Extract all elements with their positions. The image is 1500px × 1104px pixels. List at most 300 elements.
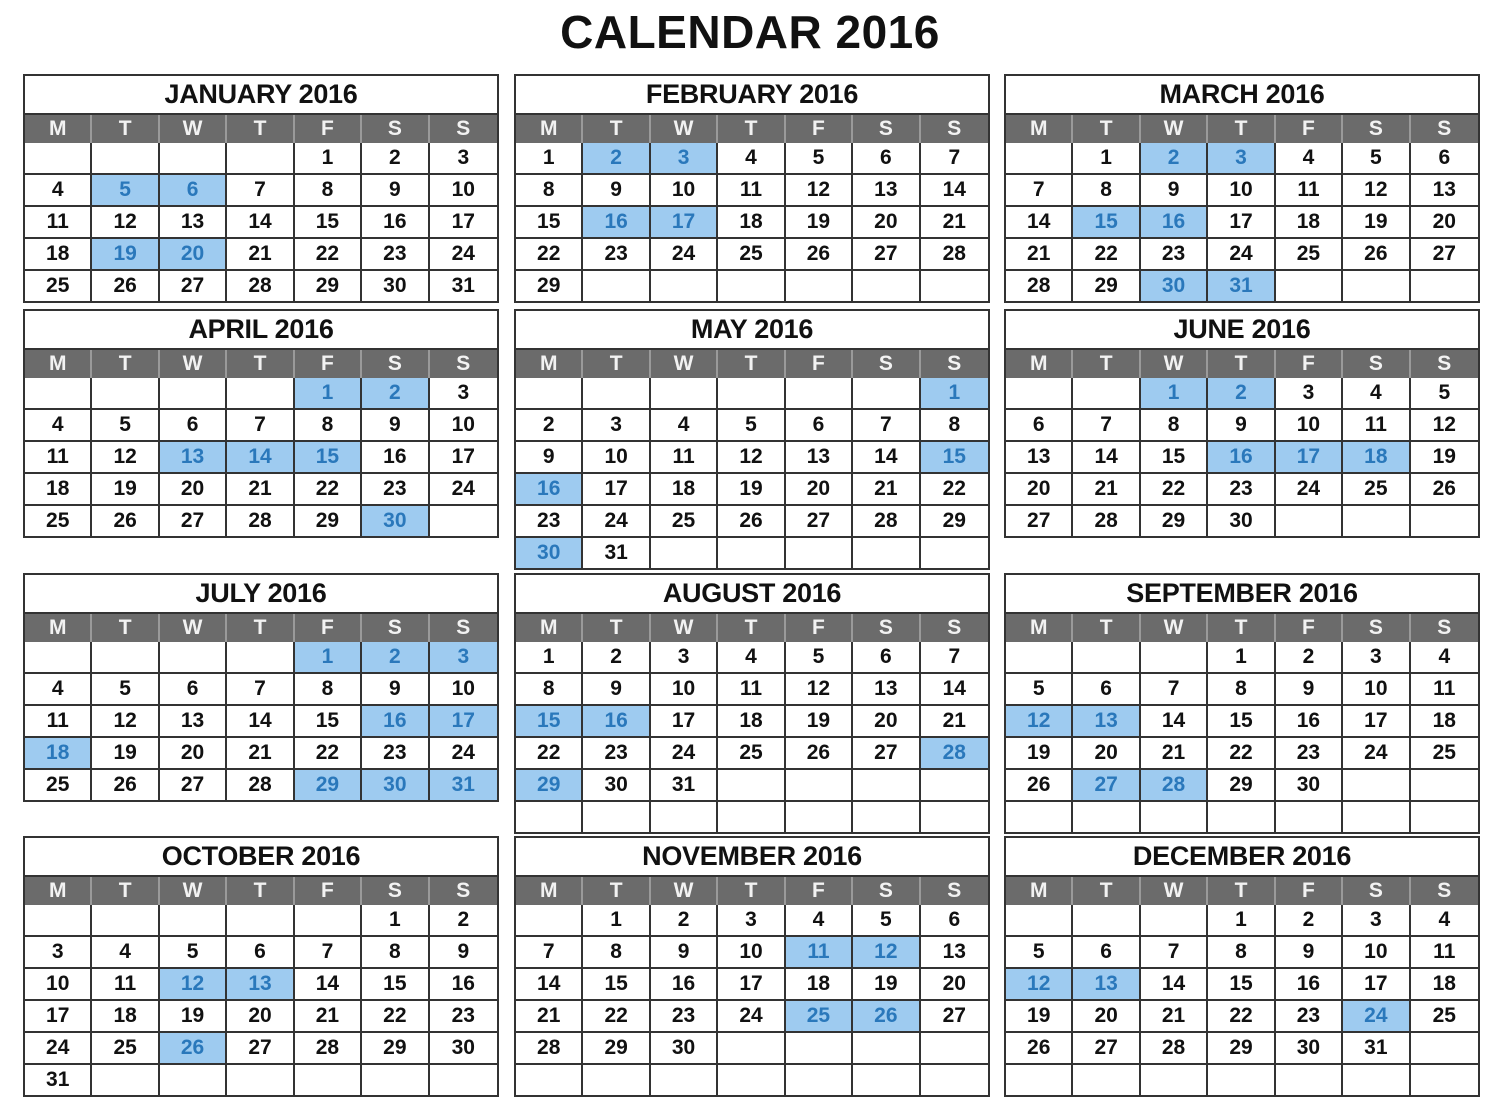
weekday-label: T xyxy=(718,350,785,378)
day-cell: 21 xyxy=(921,205,988,237)
day-cell: 14 xyxy=(227,440,294,472)
weekday-label: S xyxy=(1437,117,1452,140)
day-cell: 28 xyxy=(1141,1031,1208,1063)
weekday-label: F xyxy=(1276,350,1343,378)
empty-cell xyxy=(718,1031,785,1063)
day-cell: 22 xyxy=(295,237,362,269)
weekday-header xyxy=(25,877,497,905)
empty-cell xyxy=(227,143,294,173)
day-cell: 21 xyxy=(1141,999,1208,1031)
month-title: OCTOBER 2016 xyxy=(25,838,497,877)
day-cell: 4 xyxy=(25,408,92,440)
empty-cell xyxy=(227,642,294,672)
month-8 xyxy=(514,573,990,834)
day-cell: 30 xyxy=(1276,768,1343,800)
day-cell: 27 xyxy=(1411,237,1478,269)
day-cell: 18 xyxy=(718,704,785,736)
day-cell: 30 xyxy=(1208,504,1275,536)
weekday-label: S xyxy=(947,879,962,902)
day-cell: 30 xyxy=(1141,269,1208,301)
day-cell: 10 xyxy=(25,967,92,999)
day-cell: 28 xyxy=(1073,504,1140,536)
day-cell: 2 xyxy=(1276,905,1343,935)
weekday-label: W xyxy=(1141,614,1208,642)
day-cell: 4 xyxy=(786,905,853,935)
day-cell: 27 xyxy=(227,1031,294,1063)
weekday-label: M xyxy=(516,350,583,378)
day-cell: 4 xyxy=(718,143,785,173)
day-cell: 26 xyxy=(786,736,853,768)
empty-cell xyxy=(1006,378,1073,408)
weekday-label: T xyxy=(718,877,785,905)
empty-cell xyxy=(92,642,159,672)
day-cell: 11 xyxy=(25,704,92,736)
day-cell: 25 xyxy=(1411,999,1478,1031)
day-cell: 28 xyxy=(921,237,988,269)
month-title: MAY 2016 xyxy=(516,311,988,350)
day-cell: 23 xyxy=(583,736,650,768)
day-cell: 20 xyxy=(160,472,227,504)
day-cell: 5 xyxy=(786,143,853,173)
empty-cell xyxy=(853,800,920,832)
weekday-label: M xyxy=(516,115,583,143)
day-cell: 27 xyxy=(786,504,853,536)
day-cell: 17 xyxy=(583,472,650,504)
day-cell: 1 xyxy=(295,642,362,672)
day-cell: 28 xyxy=(853,504,920,536)
day-cell: 31 xyxy=(583,536,650,568)
day-cell: 13 xyxy=(1073,967,1140,999)
weekday-label: M xyxy=(25,350,92,378)
day-cell: 22 xyxy=(516,237,583,269)
weekday-label: T xyxy=(1073,614,1140,642)
day-cell: 25 xyxy=(1411,736,1478,768)
weekday-label: M xyxy=(1006,350,1073,378)
day-cell: 22 xyxy=(921,472,988,504)
day-cell: 6 xyxy=(1006,408,1073,440)
day-cell: 6 xyxy=(853,143,920,173)
day-cell: 21 xyxy=(1141,736,1208,768)
weekday-label: F xyxy=(1276,614,1343,642)
month-title: FEBRUARY 2016 xyxy=(516,76,988,115)
day-cell: 20 xyxy=(1073,999,1140,1031)
day-cell: 22 xyxy=(295,736,362,768)
day-cell: 5 xyxy=(1343,143,1410,173)
weekday-label: S xyxy=(1437,616,1452,639)
month-title: NOVEMBER 2016 xyxy=(516,838,988,877)
day-cell: 20 xyxy=(921,967,988,999)
weekday-header xyxy=(25,350,497,378)
day-cell: 24 xyxy=(430,736,497,768)
day-cell: 24 xyxy=(1343,736,1410,768)
day-cell: 26 xyxy=(1006,768,1073,800)
day-cell: 5 xyxy=(160,935,227,967)
day-cell: 12 xyxy=(92,704,159,736)
day-cell: 15 xyxy=(1073,205,1140,237)
empty-cell xyxy=(362,1063,429,1095)
empty-cell xyxy=(853,378,920,408)
day-grid xyxy=(516,378,988,568)
day-cell: 24 xyxy=(1343,999,1410,1031)
day-cell: 20 xyxy=(786,472,853,504)
day-cell: 22 xyxy=(516,736,583,768)
page-title: CALENDAR 2016 xyxy=(560,6,940,58)
day-cell: 3 xyxy=(651,143,718,173)
month-12 xyxy=(1004,836,1480,1097)
day-cell: 23 xyxy=(362,736,429,768)
day-cell: 11 xyxy=(1411,935,1478,967)
day-cell: 29 xyxy=(295,504,362,536)
day-cell: 3 xyxy=(25,935,92,967)
day-cell: 5 xyxy=(92,173,159,205)
day-cell: 31 xyxy=(430,269,497,301)
day-cell: 18 xyxy=(25,472,92,504)
day-cell: 9 xyxy=(1141,173,1208,205)
day-cell: 23 xyxy=(651,999,718,1031)
day-cell: 26 xyxy=(1343,237,1410,269)
day-cell: 4 xyxy=(1343,378,1410,408)
weekday-header xyxy=(25,614,497,642)
day-cell: 12 xyxy=(1411,408,1478,440)
month-title: JANUARY 2016 xyxy=(25,76,497,115)
day-cell: 3 xyxy=(1276,378,1343,408)
day-cell: 18 xyxy=(25,237,92,269)
day-cell: 18 xyxy=(718,205,785,237)
day-cell: 8 xyxy=(362,935,429,967)
day-cell: 15 xyxy=(583,967,650,999)
empty-cell xyxy=(516,1063,583,1095)
weekday-label: T xyxy=(583,115,650,143)
day-cell: 13 xyxy=(160,205,227,237)
empty-cell xyxy=(1006,800,1073,832)
weekday-label: T xyxy=(718,614,785,642)
day-cell: 2 xyxy=(516,408,583,440)
day-cell: 27 xyxy=(853,237,920,269)
day-cell: 21 xyxy=(921,704,988,736)
day-cell: 6 xyxy=(786,408,853,440)
weekday-label: T xyxy=(92,115,159,143)
day-cell: 5 xyxy=(1006,672,1073,704)
empty-cell xyxy=(1343,269,1410,301)
day-cell: 18 xyxy=(25,736,92,768)
empty-cell xyxy=(718,378,785,408)
weekday-label: T xyxy=(1073,115,1140,143)
day-cell: 9 xyxy=(651,935,718,967)
day-cell: 25 xyxy=(1276,237,1343,269)
day-cell: 12 xyxy=(1006,704,1073,736)
day-cell: 18 xyxy=(92,999,159,1031)
empty-cell xyxy=(25,905,92,935)
weekday-label: M xyxy=(25,614,92,642)
empty-cell xyxy=(651,536,718,568)
day-cell: 17 xyxy=(430,704,497,736)
day-cell: 31 xyxy=(1343,1031,1410,1063)
day-cell: 25 xyxy=(25,768,92,800)
empty-cell xyxy=(227,905,294,935)
day-cell: 27 xyxy=(160,269,227,301)
day-cell: 16 xyxy=(430,967,497,999)
day-cell: 9 xyxy=(362,408,429,440)
day-cell: 11 xyxy=(25,440,92,472)
day-cell: 7 xyxy=(1073,408,1140,440)
weekday-label: S xyxy=(1343,115,1410,143)
day-cell: 20 xyxy=(1006,472,1073,504)
day-cell: 9 xyxy=(1276,935,1343,967)
day-cell: 14 xyxy=(921,173,988,205)
weekday-label: T xyxy=(227,877,294,905)
empty-cell xyxy=(25,642,92,672)
empty-cell xyxy=(853,768,920,800)
empty-cell xyxy=(921,800,988,832)
day-cell: 7 xyxy=(227,173,294,205)
day-cell: 14 xyxy=(1006,205,1073,237)
day-cell: 26 xyxy=(92,768,159,800)
weekday-label: F xyxy=(786,614,853,642)
empty-cell xyxy=(853,1063,920,1095)
month-2 xyxy=(514,74,990,303)
day-cell: 25 xyxy=(651,504,718,536)
day-cell: 18 xyxy=(1411,704,1478,736)
day-cell: 18 xyxy=(1276,205,1343,237)
empty-cell xyxy=(1006,143,1073,173)
weekday-label: F xyxy=(295,115,362,143)
weekday-label: T xyxy=(583,350,650,378)
weekday-label: W xyxy=(160,115,227,143)
day-grid xyxy=(25,642,497,800)
day-cell: 23 xyxy=(516,504,583,536)
day-cell: 10 xyxy=(651,173,718,205)
day-cell: 16 xyxy=(1208,440,1275,472)
day-cell: 25 xyxy=(25,269,92,301)
day-cell: 1 xyxy=(1208,642,1275,672)
empty-cell xyxy=(1411,800,1478,832)
day-cell: 12 xyxy=(786,672,853,704)
day-cell: 27 xyxy=(160,504,227,536)
day-cell: 29 xyxy=(516,768,583,800)
day-cell: 29 xyxy=(516,269,583,301)
day-cell: 4 xyxy=(1276,143,1343,173)
day-cell: 23 xyxy=(1276,999,1343,1031)
day-cell: 1 xyxy=(362,905,429,935)
empty-cell xyxy=(430,1063,497,1095)
empty-cell xyxy=(853,536,920,568)
day-cell: 23 xyxy=(1276,736,1343,768)
weekday-label: S xyxy=(853,614,920,642)
day-cell: 27 xyxy=(1006,504,1073,536)
day-cell: 7 xyxy=(516,935,583,967)
day-grid xyxy=(1006,905,1478,1095)
weekday-label: S xyxy=(362,614,429,642)
empty-cell xyxy=(651,800,718,832)
day-cell: 23 xyxy=(583,237,650,269)
empty-cell xyxy=(718,768,785,800)
day-cell: 28 xyxy=(516,1031,583,1063)
day-cell: 14 xyxy=(227,704,294,736)
day-cell: 4 xyxy=(651,408,718,440)
day-cell: 10 xyxy=(1208,173,1275,205)
empty-cell xyxy=(921,1063,988,1095)
day-cell: 15 xyxy=(295,704,362,736)
day-cell: 3 xyxy=(1343,905,1410,935)
day-cell: 19 xyxy=(1411,440,1478,472)
day-cell: 15 xyxy=(362,967,429,999)
day-cell: 18 xyxy=(1343,440,1410,472)
day-cell: 19 xyxy=(1343,205,1410,237)
day-cell: 17 xyxy=(25,999,92,1031)
empty-cell xyxy=(25,378,92,408)
weekday-label: S xyxy=(1343,350,1410,378)
weekday-label: T xyxy=(1208,350,1275,378)
day-cell: 21 xyxy=(1006,237,1073,269)
day-cell: 16 xyxy=(1276,704,1343,736)
day-cell: 3 xyxy=(583,408,650,440)
weekday-header xyxy=(25,115,497,143)
day-cell: 17 xyxy=(1276,440,1343,472)
day-cell: 17 xyxy=(1208,205,1275,237)
day-cell: 30 xyxy=(1276,1031,1343,1063)
day-cell: 21 xyxy=(227,472,294,504)
day-cell: 15 xyxy=(295,205,362,237)
weekday-label: T xyxy=(1073,350,1140,378)
day-cell: 30 xyxy=(583,768,650,800)
day-cell: 1 xyxy=(921,378,988,408)
day-cell: 4 xyxy=(92,935,159,967)
day-cell: 11 xyxy=(651,440,718,472)
day-cell: 9 xyxy=(1276,672,1343,704)
day-grid xyxy=(516,642,988,832)
day-cell: 4 xyxy=(1438,908,1451,931)
day-cell: 26 xyxy=(718,504,785,536)
day-cell: 13 xyxy=(921,935,988,967)
empty-cell xyxy=(160,1063,227,1095)
day-cell: 26 xyxy=(92,269,159,301)
day-cell: 2 xyxy=(362,143,429,173)
empty-cell xyxy=(1411,504,1478,536)
day-cell: 15 xyxy=(1141,440,1208,472)
day-cell: 30 xyxy=(430,1031,497,1063)
day-cell: 29 xyxy=(921,504,988,536)
day-cell: 20 xyxy=(1411,205,1478,237)
day-cell: 25 xyxy=(786,999,853,1031)
weekday-label: S xyxy=(362,877,429,905)
day-cell: 1 xyxy=(583,905,650,935)
day-cell: 6 xyxy=(1438,146,1451,169)
empty-cell xyxy=(1208,800,1275,832)
day-cell: 22 xyxy=(295,472,362,504)
day-cell: 12 xyxy=(853,935,920,967)
day-grid xyxy=(25,143,497,301)
day-cell: 22 xyxy=(1141,472,1208,504)
empty-cell xyxy=(227,378,294,408)
month-5 xyxy=(514,309,990,570)
day-cell: 9 xyxy=(362,173,429,205)
day-cell: 24 xyxy=(718,999,785,1031)
day-cell: 24 xyxy=(430,237,497,269)
empty-cell xyxy=(1141,642,1208,672)
month-title: APRIL 2016 xyxy=(25,311,497,350)
day-cell: 26 xyxy=(160,1031,227,1063)
day-cell: 24 xyxy=(583,504,650,536)
day-cell: 19 xyxy=(160,999,227,1031)
empty-cell xyxy=(1411,768,1478,800)
day-cell: 21 xyxy=(227,736,294,768)
day-cell: 4 xyxy=(718,642,785,672)
day-cell: 27 xyxy=(1073,768,1140,800)
day-cell: 13 xyxy=(853,173,920,205)
day-cell: 31 xyxy=(651,768,718,800)
day-cell: 16 xyxy=(516,472,583,504)
empty-cell xyxy=(1141,905,1208,935)
empty-cell xyxy=(1411,1031,1478,1063)
day-cell: 9 xyxy=(430,935,497,967)
day-cell: 2 xyxy=(457,908,470,931)
day-cell: 19 xyxy=(1006,736,1073,768)
day-cell: 25 xyxy=(718,736,785,768)
empty-cell xyxy=(1006,905,1073,935)
day-cell: 1 xyxy=(1208,905,1275,935)
day-cell: 25 xyxy=(25,504,92,536)
day-cell: 15 xyxy=(516,704,583,736)
day-cell: 27 xyxy=(1073,1031,1140,1063)
weekday-label: W xyxy=(1141,877,1208,905)
day-cell: 9 xyxy=(1208,408,1275,440)
day-cell: 7 xyxy=(948,146,961,169)
empty-cell xyxy=(1276,1063,1343,1095)
weekday-header xyxy=(1006,350,1478,378)
month-7 xyxy=(23,573,499,802)
day-cell: 12 xyxy=(1006,967,1073,999)
day-cell: 31 xyxy=(430,768,497,800)
empty-cell xyxy=(718,536,785,568)
day-cell: 21 xyxy=(516,999,583,1031)
weekday-label: S xyxy=(1437,352,1452,375)
weekday-label: S xyxy=(456,352,471,375)
day-cell: 11 xyxy=(786,935,853,967)
weekday-label: M xyxy=(1006,877,1073,905)
day-cell: 20 xyxy=(227,999,294,1031)
day-cell: 15 xyxy=(1208,704,1275,736)
day-grid xyxy=(516,143,988,301)
day-cell: 13 xyxy=(1073,704,1140,736)
day-cell: 19 xyxy=(92,472,159,504)
day-cell: 18 xyxy=(1411,967,1478,999)
day-cell: 5 xyxy=(92,672,159,704)
day-cell: 15 xyxy=(516,205,583,237)
day-cell: 25 xyxy=(1343,472,1410,504)
day-cell: 11 xyxy=(1411,672,1478,704)
day-cell: 10 xyxy=(430,672,497,704)
day-grid xyxy=(25,378,497,536)
empty-cell xyxy=(786,800,853,832)
day-cell: 15 xyxy=(921,440,988,472)
empty-cell xyxy=(786,1063,853,1095)
weekday-label: S xyxy=(362,350,429,378)
day-cell: 3 xyxy=(718,905,785,935)
day-cell: 6 xyxy=(160,173,227,205)
day-cell: 3 xyxy=(1343,642,1410,672)
day-cell: 22 xyxy=(583,999,650,1031)
weekday-label: W xyxy=(651,350,718,378)
day-cell: 23 xyxy=(1208,472,1275,504)
day-grid xyxy=(25,905,497,1095)
empty-cell xyxy=(583,800,650,832)
empty-cell xyxy=(718,1063,785,1095)
day-cell: 14 xyxy=(1073,440,1140,472)
weekday-label: S xyxy=(1343,877,1410,905)
day-cell: 21 xyxy=(295,999,362,1031)
day-cell: 2 xyxy=(1208,378,1275,408)
day-cell: 22 xyxy=(1073,237,1140,269)
